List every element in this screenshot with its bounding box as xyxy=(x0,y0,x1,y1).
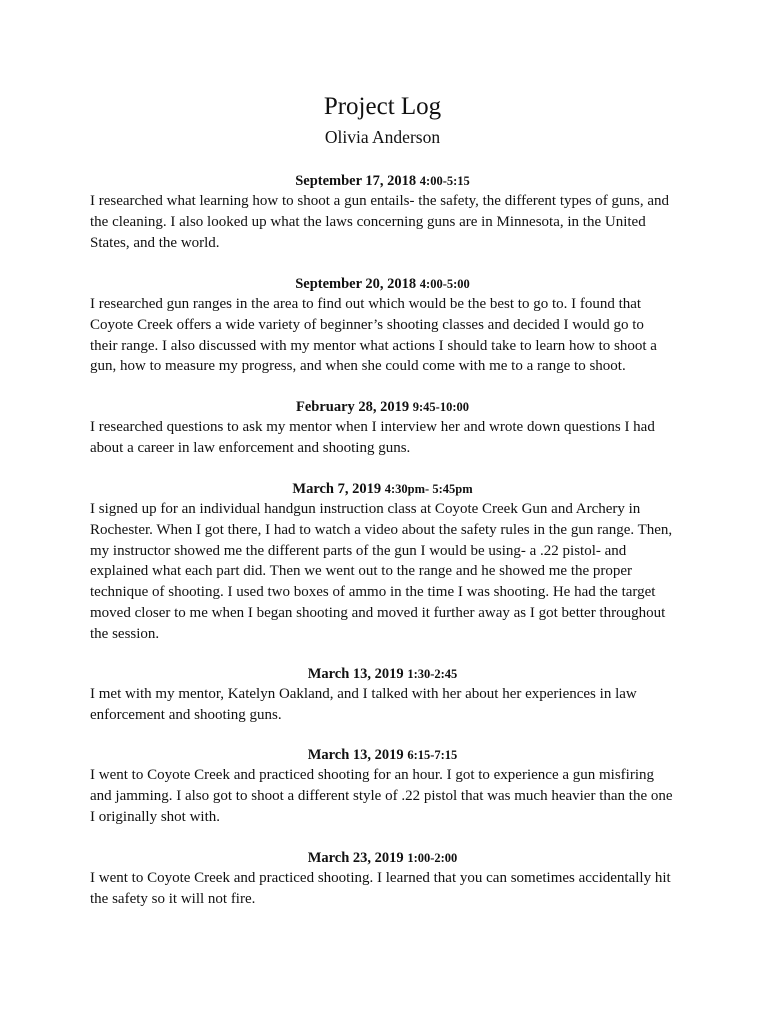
entry-date: March 13, 2019 xyxy=(307,666,404,682)
document-author: Olivia Anderson xyxy=(324,127,441,147)
entry-time: 4:00-5:00 xyxy=(419,277,470,291)
log-entry xyxy=(90,397,675,459)
entry-date: September 20, 2018 xyxy=(295,276,417,292)
entry-time: 4:00-5:15 xyxy=(419,174,470,188)
log-entry xyxy=(90,848,675,910)
entry-text: I signed up for an individual handgun instruction class at Coyote Creek Gun and Archery in Rochester. When I got there, I had to watch a video about the safety rules in the gun range. Then, my instructor showed me the different parts of the gun I would be using- a .22 pistol- and explained what each part did. Then we went out to the range and he showed me the proper technique of shooting. I used two boxes of ammo in the time I was shooting. He had the target moved closer to me when I began shooting and moved it further away as I got better throughout the session. xyxy=(90,501,673,642)
entry-heading xyxy=(90,171,675,191)
log-entry xyxy=(90,274,675,377)
entry-time: 1:30-2:45 xyxy=(407,667,458,681)
entry-date: March 13, 2019 xyxy=(307,747,404,763)
entry-date: February 28, 2019 xyxy=(295,399,410,415)
entry-time: 1:00-2:00 xyxy=(407,851,458,865)
entry-heading xyxy=(90,664,675,684)
entry-date: March 23, 2019 xyxy=(307,850,404,866)
entry-heading xyxy=(90,745,675,765)
log-entry xyxy=(90,745,675,827)
entry-text: I met with my mentor, Katelyn Oakland, and I talked with her about her experiences in law enforcement and shooting guns. xyxy=(90,686,637,723)
entry-heading xyxy=(90,848,675,868)
entry-text: I went to Coyote Creek and practiced shooting for an hour. I got to experience a gun misfiring and jamming. I also got to shoot a different style of .22 pistol that was much heavier than the one I originally shot with. xyxy=(90,767,673,825)
entry-heading xyxy=(90,397,675,417)
log-entry xyxy=(90,171,675,253)
entry-text: I went to Coyote Creek and practiced shooting. I learned that you can sometimes accidentally hit the safety so it will not fire. xyxy=(90,870,671,907)
entry-heading xyxy=(90,479,675,499)
entry-date: March 7, 2019 xyxy=(292,481,382,497)
entry-heading xyxy=(90,274,675,294)
entry-time: 4:30pm- 5:45pm xyxy=(384,482,473,496)
entry-text: I researched questions to ask my mentor when I interview her and wrote down questions I had about a career in law enforcement and shooting guns. xyxy=(90,419,655,456)
entry-text: I researched gun ranges in the area to find out which would be the best to go to. I found that Coyote Creek offers a wide variety of beginner’s shooting classes and decided I would go to their range. I also discussed with my mentor what actions I should take to learn how to shoot a gun, how to measure my progress, and when she could come with me to a range to shoot. xyxy=(90,296,657,375)
entry-text: I researched what learning how to shoot a gun entails- the safety, the different types of guns, and the cleaning. I also looked up what the laws concerning guns are in Minnesota, in the United States, and the world. xyxy=(90,193,669,251)
entry-time: 6:15-7:15 xyxy=(407,748,458,762)
log-entry xyxy=(90,479,675,645)
entry-time: 9:45-10:00 xyxy=(412,400,470,414)
entry-date: September 17, 2018 xyxy=(295,173,417,189)
document-title: Project Log xyxy=(323,93,442,120)
log-entry xyxy=(90,664,675,726)
